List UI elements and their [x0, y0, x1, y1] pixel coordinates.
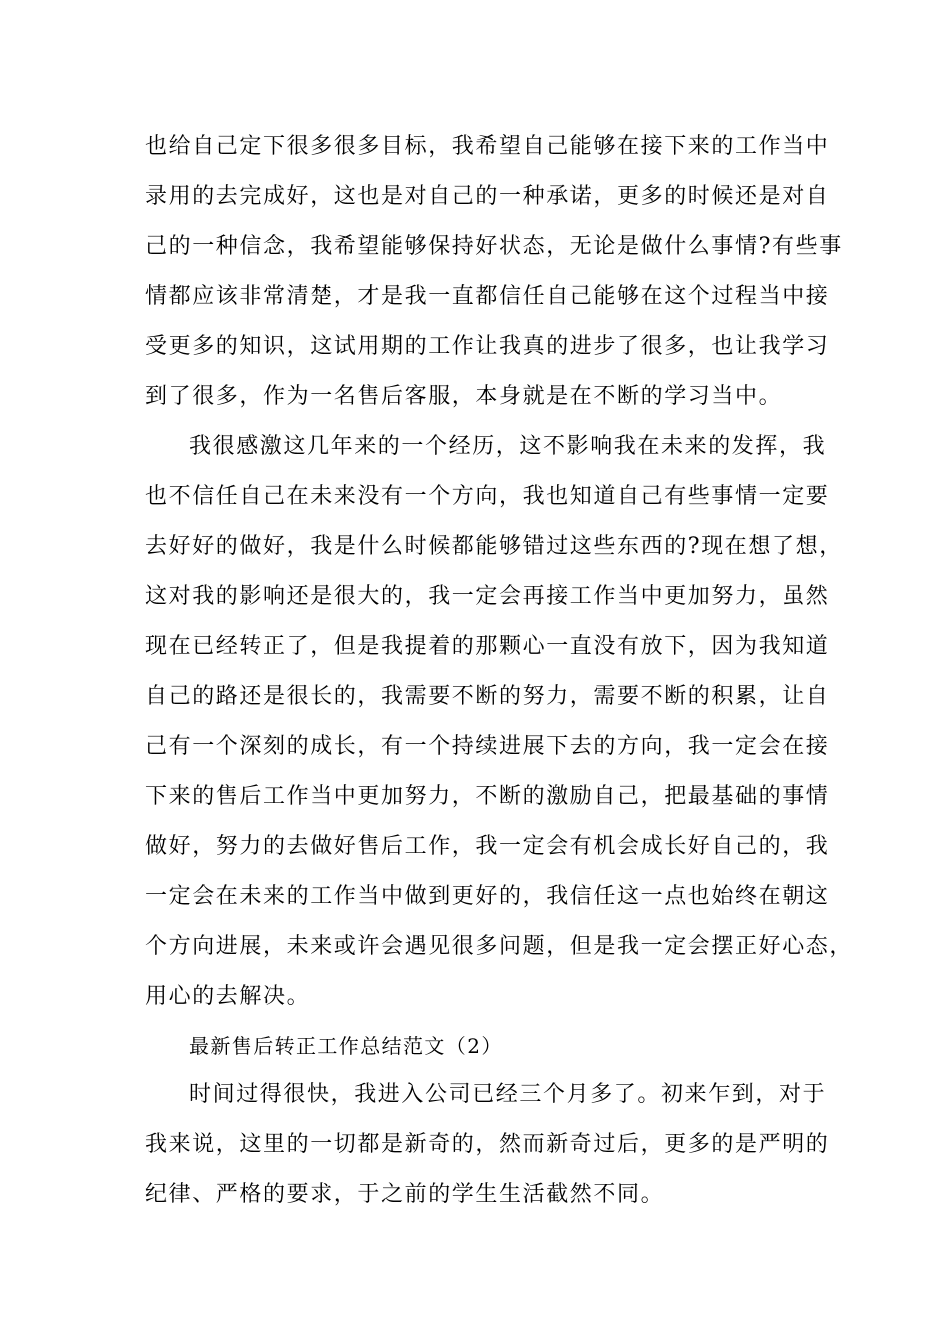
- text-line: 我来说，这里的一切都是新奇的，然而新奇过后，更多的是严明的: [145, 1132, 830, 1157]
- text-line: 情都应该非常清楚，才是我一直都信任自己能够在这个过程当中接: [145, 284, 830, 309]
- text-line: 我很感激这几年来的一个经历，这不影响我在未来的发挥，我: [189, 434, 827, 459]
- text-line: 到了很多，作为一名售后客服，本身就是在不断的学习当中。: [145, 384, 783, 409]
- document-body: [145, 122, 854, 1220]
- text-line: 受更多的知识，这试用期的工作让我真的进步了很多，也让我学习: [145, 334, 830, 359]
- text-line: 做好，努力的去做好售后工作，我一定会有机会成长好自己的，我: [145, 834, 830, 859]
- text-line: 用心的去解决。: [145, 984, 311, 1009]
- paragraph-3: [145, 1070, 835, 1220]
- section-heading: [145, 1022, 835, 1070]
- text-line: 去好好的做好，我是什么时候都能够错过这些东西的?现在想了想，: [145, 534, 843, 559]
- text-line: 时间过得很快，我进入公司已经三个月多了。初来乍到，对于: [189, 1082, 827, 1107]
- text-line: 一定会在未来的工作当中做到更好的，我信任这一点也始终在朝这: [145, 884, 830, 909]
- paragraph-2: [145, 422, 854, 1022]
- text-line: 自己的路还是很长的，我需要不断的努力，需要不断的积累，让自: [145, 684, 830, 709]
- text-line: 这对我的影响还是很大的，我一定会再接工作当中更加努力，虽然: [145, 584, 830, 609]
- text-line: 纪律、严格的要求，于之前的学生生活截然不同。: [145, 1182, 665, 1207]
- text-line: 现在已经转正了，但是我提着的那颗心一直没有放下，因为我知道: [145, 634, 830, 659]
- text-line: 录用的去完成好，这也是对自己的一种承诺，更多的时候还是对自: [145, 184, 830, 209]
- text-line: 也给自己定下很多很多目标，我希望自己能够在接下来的工作当中: [145, 134, 830, 159]
- text-line: 己的一种信念，我希望能够保持好状态，无论是做什么事情?有些事: [145, 234, 843, 259]
- text-line: 下来的售后工作当中更加努力，不断的激励自己，把最基础的事情: [145, 784, 830, 809]
- text-line: 个方向进展，未来或许会遇见很多问题，但是我一定会摆正好心态，: [145, 934, 854, 959]
- section-heading-text: 最新售后转正工作总结范文（2）: [189, 1034, 503, 1058]
- paragraph-1: [145, 122, 843, 422]
- text-line: 也不信任自己在未来没有一个方向，我也知道自己有些事情一定要: [145, 484, 830, 509]
- text-line: 己有一个深刻的成长，有一个持续进展下去的方向，我一定会在接: [145, 734, 830, 759]
